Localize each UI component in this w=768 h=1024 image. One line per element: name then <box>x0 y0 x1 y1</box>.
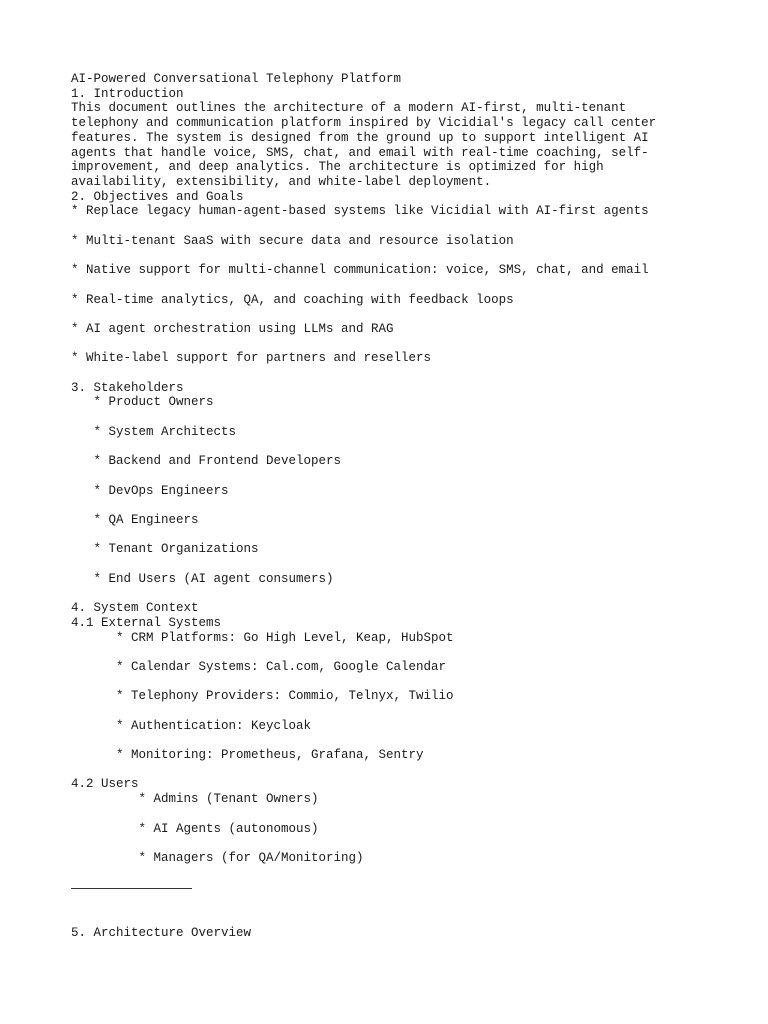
list-item: * End Users (AI agent consumers) <box>93 571 334 586</box>
document-title: AI-Powered Conversational Telephony Platform <box>71 72 402 86</box>
subsection-heading-users: 4.2 Users <box>71 777 139 792</box>
introduction-line: agents that handle voice, SMS, chat, and email with real-time coaching, self- <box>71 145 649 160</box>
introduction-line: This document outlines the architecture of a modern AI-first, multi-tenant <box>71 101 627 116</box>
list-item: * AI agent orchestration using LLMs and RAG <box>71 321 394 336</box>
list-item: * Product Owners <box>93 395 214 410</box>
list-item: * Telephony Providers: Commio, Telnyx, Twilio <box>116 689 454 704</box>
list-item: * DevOps Engineers <box>93 483 229 498</box>
introduction-line: availability, extensibility, and white-label deployment. <box>71 174 492 189</box>
external-systems-list <box>71 631 671 778</box>
introduction-line: features. The system is designed from the ground up to support intelligent AI <box>71 130 649 145</box>
subsection-heading-external-systems: 4.1 External Systems <box>71 615 222 630</box>
list-item: * Multi-tenant SaaS with secure data and resource isolation <box>71 233 514 248</box>
list-item: * Authentication: Keycloak <box>116 718 312 733</box>
list-item: * CRM Platforms: Go High Level, Keap, HubSpot <box>116 630 454 645</box>
list-item: * Managers (for QA/Monitoring) <box>138 850 364 865</box>
list-item: * Backend and Frontend Developers <box>93 454 342 469</box>
list-item: * Native support for multi-channel communication: voice, SMS, chat, and email <box>71 263 649 278</box>
list-item: * Replace legacy human-agent-based systems like Vicidial with AI-first agents <box>71 204 649 219</box>
section-heading-system-context: 4. System Context <box>71 601 199 616</box>
list-item: * Admins (Tenant Owners) <box>138 792 319 807</box>
list-item: * Monitoring: Prometheus, Grafana, Sentry <box>116 748 424 763</box>
goals-list <box>71 204 671 380</box>
introduction-paragraph <box>71 101 671 189</box>
section-heading-introduction: 1. Introduction <box>71 86 184 101</box>
list-item: * AI Agents (autonomous) <box>138 821 319 836</box>
list-item: * Calendar Systems: Cal.com, Google Calendar <box>116 659 447 674</box>
list-item: * White-label support for partners and resellers <box>71 351 432 366</box>
introduction-line: telephony and communication platform inspired by Vicidial's legacy call center <box>71 116 657 131</box>
section-heading-stakeholders: 3. Stakeholders <box>71 380 184 395</box>
introduction-line: improvement, and deep analytics. The architecture is optimized for high <box>71 160 604 175</box>
list-item: * System Architects <box>93 424 237 439</box>
list-item: * Tenant Organizations <box>93 542 259 557</box>
section-heading-objectives: 2. Objectives and Goals <box>71 189 244 204</box>
list-item: * Real-time analytics, QA, and coaching with feedback loops <box>71 292 514 307</box>
document-page <box>71 72 671 940</box>
list-item: * QA Engineers <box>93 512 199 527</box>
stakeholders-list <box>71 395 671 601</box>
horizontal-rule <box>71 888 192 889</box>
users-list <box>71 792 671 865</box>
section-heading-architecture-overview: 5. Architecture Overview <box>71 925 252 940</box>
